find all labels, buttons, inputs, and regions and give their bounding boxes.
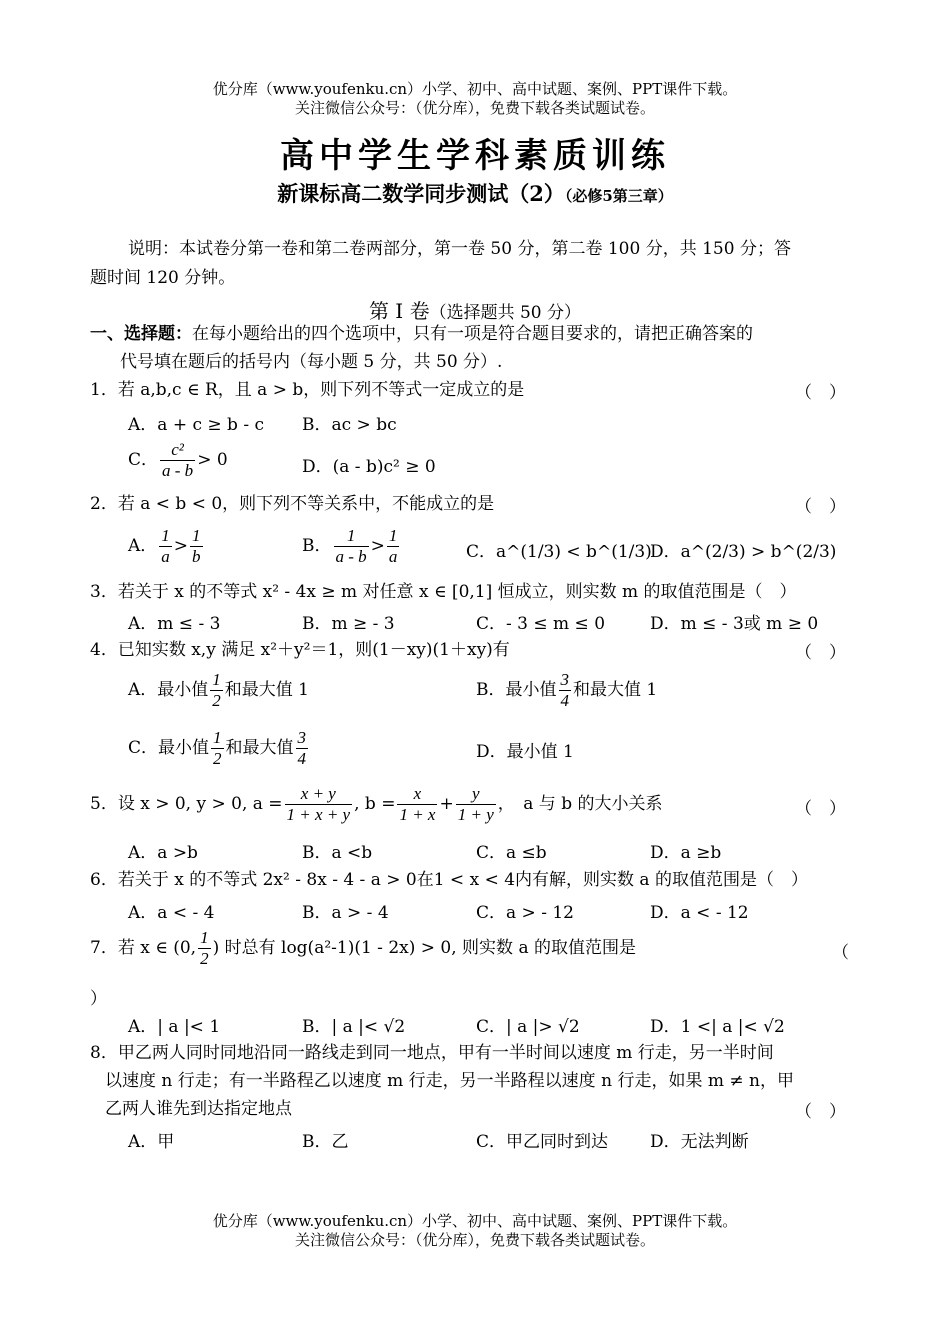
footer-line-1: 优分库（www.youfenku.cn）小学、初中、高中试题、案例、PPT课件下载。 [212,1212,738,1230]
q1-option-a: A．a + c ≥ b - c [128,415,264,435]
q2-option-d: D．a^(2/3) > b^(2/3) [650,542,837,562]
q2-b-frac1 [334,526,369,567]
frac-den: 1 + x [399,805,436,824]
q5-frac-b1 [397,784,437,825]
frac-num: y [456,784,496,805]
q2-option-a: A． $\frac{1}{a}$ > $\frac{1}{b}$ [128,526,201,566]
section-title-text: 第 I 卷 [368,299,430,323]
q1-c-denominator: a - b [162,461,194,480]
q3-option-d: D．m ≤ - 3或 m ≥ 0 [650,614,819,634]
frac-num: 3 [297,728,307,747]
q5-frac-a [285,784,353,825]
q1-option-c [128,440,228,481]
q1-stem: 1．若 a,b,c ∈ R，且 a > b，则下列不等式一定成立的是 [90,380,525,400]
q7-paren-open: （ [832,943,849,963]
q2-answer-paren: （ ） [795,497,846,517]
q5-option-c: C．a ≤b [476,843,547,863]
subtitle-note: （必修5第三章） [564,187,673,205]
q2-b-frac2 [387,526,400,567]
q5-option-b: B．a <b [302,843,373,863]
frac-num: 3 [560,670,569,689]
q4-stem: 4．已知实数 x,y 满足 x²＋y²＝1，则(1－xy)(1＋xy)有 [90,640,510,660]
frac-den: 1 + y [457,805,494,824]
intro-line-2: 题时间 120 分钟。 [90,268,236,288]
q3-option-a: A．m ≤ - 3 [128,614,221,634]
q4-a-post: 和最大值 1 [224,680,310,700]
footer-line-2: 关注微信公众号：（优分库），免费下载各类试题试卷。 [294,1231,655,1249]
q5-option-d: D．a ≥b [650,843,722,863]
q7-option-a: A．| a |< 1 [128,1017,221,1037]
q7-stem-pre: 7．若 x ∈ (0, [90,938,197,958]
frac-num: x [397,784,437,805]
q4-option-d: D．最小值 1 [476,742,574,762]
page-subtitle [0,178,950,208]
q6-stem: 6．若关于 x 的不等式 2x² - 8x - 4 - a > 0在1 < x < 4内有解，则实数 a 的取值范围是（ ） [90,870,808,890]
q2-a-frac2 [190,526,203,567]
q2-stem: 2．若 a < b < 0，则下列不等关系中，不能成立的是 [90,494,495,514]
section-title [0,295,950,324]
q8-line-2: 以速度 n 行走；有一半路程乙以速度 m 行走，另一半路程以速度 n 行走，如果 m ≠ n，甲 [105,1071,794,1091]
frac-den: b [192,547,201,566]
q4-c-mid: 和最大值 [225,738,294,758]
q1-c-numerator: c² [160,440,195,461]
q6-option-c: C．a > - 12 [476,903,574,923]
q5-stem-mid: , b = [354,794,396,814]
q5-frac-b2 [456,784,496,825]
q4-a-pre: A．最小值 [128,680,209,700]
q8-line-1: 8．甲乙两人同时同地沿同一路线走到同一地点，甲有一半时间以速度 m 行走，另一半时间 [90,1043,774,1063]
q4-c-frac1 [211,728,224,769]
frac-num: 1 [388,526,398,545]
q8-option-a: A．甲 [128,1132,175,1152]
q4-option-c [128,728,310,769]
q5-option-a: A．a >b [128,843,198,863]
frac-num: x + y [285,784,353,805]
q7-stem-post: ) 时总有 log(a²-1)(1 - 2x) > 0, 则实数 a 的取值范围是 [212,938,636,958]
frac-num: 1 [200,928,209,947]
q1-option-b: B．ac > bc [302,415,397,435]
frac-den: 1 + x + y [286,805,351,824]
intro-line-1: 说明：本试卷分第一卷和第二卷两部分，第一卷 50 分，第二卷 100 分，共 150 分；答 [128,239,791,259]
q4-c-pre: C．最小值 [128,738,210,758]
q4-b-post: 和最大值 1 [573,680,658,700]
q4-a-frac [210,670,223,711]
q3-option-b: B．m ≥ - 3 [302,614,395,634]
q5-answer-paren: （ ） [795,799,846,819]
frac-den: 4 [560,691,569,710]
q4-b-pre: B．最小值 [476,680,557,700]
q1-option-d: D．(a - b)c² ≥ 0 [302,457,436,477]
subtitle-text: 新课标高二数学同步测试（2） [277,181,565,206]
frac-den: 2 [213,749,222,768]
header-line-2: 关注微信公众号：（优分库），免费下载各类试题试卷。 [294,99,655,117]
q3-option-c: C．- 3 ≤ m ≤ 0 [476,614,606,634]
q7-option-d: D．1 <| a |< √2 [650,1017,785,1037]
q5-stem-post: ， a 与 b 的大小关系 [497,794,663,814]
q2-a-frac1 [159,526,172,567]
q1-c-label: C． [128,450,159,470]
part-heading: 一、选择题： [90,324,192,344]
q6-option-b: B．a > - 4 [302,903,389,923]
frac-den: a - b [335,547,367,566]
q2-option-b: B． $\frac{1}{a - b}$ > $\frac{1}{a}$ [302,526,398,566]
q5-stem-pre: 5．设 x > 0, y > 0, a = [90,794,283,814]
part-desc-2: 代号填在题后的括号内（每小题 5 分，共 50 分）. [120,352,503,372]
header-line-1: 优分库（www.youfenku.cn）小学、初中、高中试题、案例、PPT课件下载。 [212,80,738,98]
frac-den: a [161,547,170,566]
q8-line-3: 乙两人谁先到达指定地点 [105,1099,292,1119]
q8-option-d: D．无法判断 [650,1132,749,1152]
frac-num: 1 [334,526,369,547]
q1-c-tail: > 0 [197,450,228,470]
q8-option-b: B．乙 [302,1132,349,1152]
q8-option-c: C．甲乙同时到达 [476,1132,609,1152]
q7-option-b: B．| a |< √2 [302,1017,406,1037]
q7-paren-close: ） [90,989,107,1009]
q5-stem: 5．设 x > 0, y > 0, a = $\frac{x + y}{1 + x + y}$ , b = $\frac{x}{1 + x}$ + $\frac{y}{1 + y}$ ， a 与 b 的大小关系 [90,784,663,824]
page-title: 高中学生学科素质训练 [280,136,670,176]
frac-den: 2 [212,691,221,710]
frac-num: 1 [161,526,170,545]
section-note: （选择题共 50 分） [429,303,582,323]
frac-num: 1 [192,526,201,545]
part-desc-1: 在每小题给出的四个选项中，只有一项是符合题目要求的，请把正确答案的 [192,324,753,344]
part-heading-line [90,322,753,346]
frac-den: 4 [297,749,307,768]
q7-stem [90,928,636,969]
q4-b-frac [559,670,572,711]
q4-answer-paren: （ ） [795,643,846,663]
q4-c-frac2 [296,728,309,769]
q1-c-fraction [160,440,195,481]
q2-a-label: A． [128,536,158,556]
q4-option-b [476,670,657,711]
q3-stem: 3．若关于 x 的不等式 x² - 4x ≥ m 对任意 x ∈ [0,1] 恒成立，则实数 m 的取值范围是（ ） [90,582,797,602]
q1-answer-paren: （ ） [795,383,846,403]
q6-option-d: D．a < - 12 [650,903,749,923]
frac-num: 1 [212,670,221,689]
q7-frac [198,928,211,969]
q2-option-c: C．a^(1/3) < b^(1/3) [466,542,652,562]
q6-option-a: A．a < - 4 [128,903,215,923]
q4-option-a [128,670,309,711]
frac-den: a [388,547,398,566]
q7-option-c: C．| a |> √2 [476,1017,580,1037]
frac-num: 1 [213,728,222,747]
q8-answer-paren: （ ） [795,1102,846,1122]
frac-den: 2 [200,949,209,968]
q2-b-label: B． [302,536,332,556]
